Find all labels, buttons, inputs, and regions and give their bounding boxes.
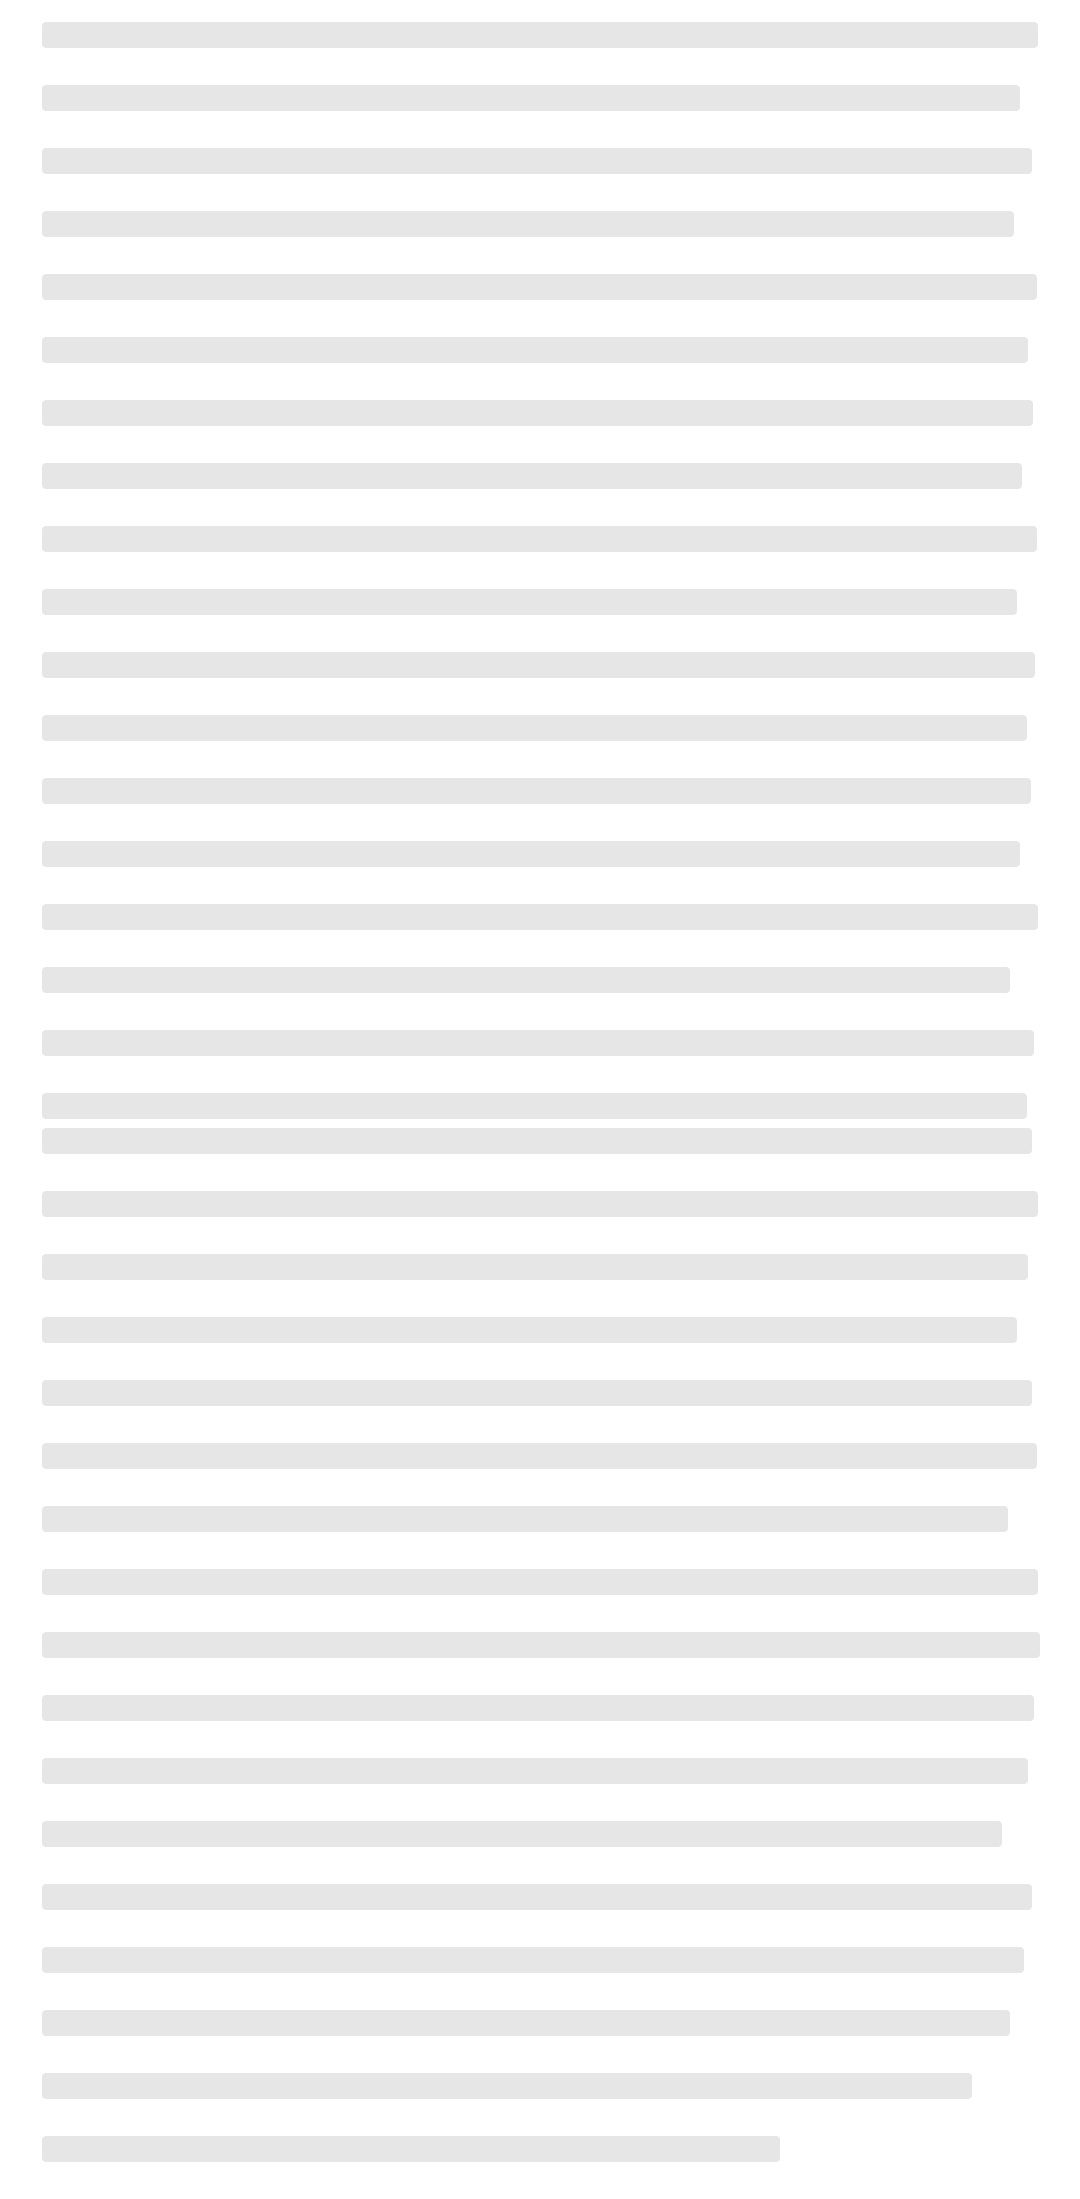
text-line bbox=[42, 1821, 1002, 1847]
paragraph-1 bbox=[42, 22, 1042, 1156]
text-line bbox=[42, 1191, 1038, 1217]
text-line bbox=[42, 1632, 1040, 1658]
text-line bbox=[42, 1380, 1032, 1406]
text-line bbox=[42, 526, 1037, 552]
text-line bbox=[42, 400, 1033, 426]
text-line bbox=[42, 715, 1027, 741]
text-line bbox=[42, 1030, 1034, 1056]
text-line bbox=[42, 463, 1022, 489]
text-line bbox=[42, 211, 1014, 237]
text-line bbox=[42, 589, 1017, 615]
text-line bbox=[42, 967, 1010, 993]
paragraph-2 bbox=[42, 1128, 1042, 2199]
text-line bbox=[42, 2136, 780, 2162]
text-line bbox=[42, 1128, 1032, 1154]
text-line bbox=[42, 274, 1037, 300]
text-line bbox=[42, 337, 1028, 363]
text-line bbox=[42, 2010, 1010, 2036]
text-line bbox=[42, 1758, 1028, 1784]
text-line bbox=[42, 22, 1038, 48]
text-line bbox=[42, 1254, 1028, 1280]
text-line bbox=[42, 778, 1031, 804]
text-line bbox=[42, 1093, 1027, 1119]
text-line bbox=[42, 148, 1032, 174]
text-line bbox=[42, 1695, 1034, 1721]
text-line bbox=[42, 1947, 1024, 1973]
text-line bbox=[42, 1506, 1008, 1532]
text-line bbox=[42, 904, 1038, 930]
text-line bbox=[42, 1443, 1037, 1469]
text-line bbox=[42, 1884, 1032, 1910]
text-line bbox=[42, 85, 1020, 111]
text-line bbox=[42, 1569, 1038, 1595]
text-line bbox=[42, 1317, 1017, 1343]
text-line bbox=[42, 652, 1035, 678]
text-line bbox=[42, 841, 1020, 867]
text-line bbox=[42, 2073, 972, 2099]
